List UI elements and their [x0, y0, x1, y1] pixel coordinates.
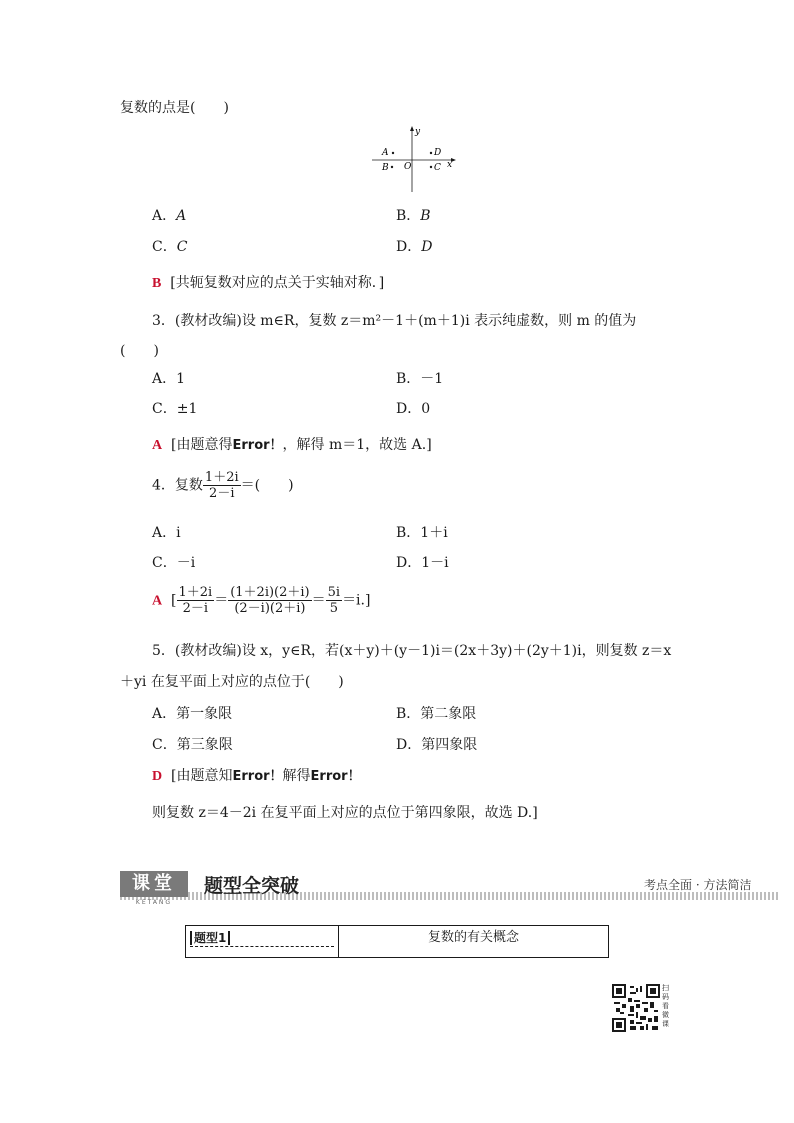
- point-d: [430, 152, 432, 154]
- q4-option-b: B．1＋i: [396, 525, 448, 541]
- q5-option-b: B．第二象限: [396, 706, 477, 722]
- point-a-label: A: [382, 148, 389, 158]
- point-c-label: C: [434, 163, 441, 173]
- question-type-label-cell: [186, 926, 339, 957]
- y-axis-label: y: [415, 127, 421, 137]
- answer-letter: A: [152, 593, 163, 609]
- question-stem: 复数的点是( ): [120, 100, 229, 116]
- option-a: A．A: [152, 208, 187, 224]
- qr-code-icon[interactable]: [612, 984, 660, 1032]
- origin-label: O: [404, 162, 412, 172]
- q3-option-b: B．－1: [396, 371, 444, 387]
- answer-letter: B: [152, 276, 162, 291]
- question-3-paren: ( ): [120, 343, 159, 359]
- q5-explanation-cont: 则复数 z＝4－2i 在复平面上对应的点位于第四象限，故选 D.]: [152, 805, 538, 821]
- question-5-stem: 5．(教材改编)设 x，y∈R，若(x＋y)＋(y－1)i＝(2x＋3y)＋(2y＋1)i，则复数 z＝x: [152, 643, 672, 659]
- point-b-label: B: [382, 163, 389, 173]
- question-type-box: [185, 925, 609, 958]
- option-b: B．B: [396, 208, 431, 224]
- q4-option-d: D．1－i: [396, 555, 449, 571]
- q3-option-a: A．1: [152, 371, 186, 387]
- question-4-stem: 4．复数 $\frac{1+2i}{2-i}$ ＝( ): [152, 470, 294, 501]
- section-title: 题型全突破: [204, 875, 300, 897]
- answer-explanation: B [共轭复数对应的点关于实轴对称．]: [152, 275, 385, 291]
- q4-answer-explanation: A [ $\frac{1+2i}{2-i}$ ＝ $\frac{(1+2i)(2+i)}{(2-i)(2+i)}$ ＝ $\frac{5i}{5}$ ＝i.]: [152, 585, 371, 616]
- q4-option-a: A．i: [152, 525, 181, 541]
- answer-letter: D: [152, 769, 163, 784]
- complex-plane-figure: [370, 124, 460, 194]
- q5-option-c: C．第三象限: [152, 737, 233, 753]
- section-slogan: 考点全面 · 方法简洁: [644, 878, 752, 892]
- option-c: C．C: [152, 239, 188, 255]
- x-axis-label: x: [447, 160, 453, 170]
- q5-option-d: D．第四象限: [396, 737, 478, 753]
- option-d: D．D: [396, 239, 433, 255]
- section-tag-pinyin: KETANG: [135, 899, 173, 906]
- q5-option-a: A．第一象限: [152, 706, 233, 722]
- question-type-title: 复数的有关概念: [427, 930, 519, 945]
- q3-option-d: D．0: [396, 401, 431, 417]
- q5-answer-explanation: D [由题意知Error！解得Error！: [152, 768, 361, 784]
- question-3-stem: 3．(教材改编)设 m∈R，复数 z＝m²－1＋(m＋1)i 表示纯虚数，则 m 的值为: [152, 313, 637, 329]
- point-d-label: D: [434, 148, 442, 158]
- point-c: [430, 166, 432, 168]
- q3-answer-explanation: A [由题意得Error！，解得 m＝1，故选 A.]: [152, 437, 432, 453]
- question-type-label: 题型1: [190, 931, 230, 945]
- point-b: [391, 166, 393, 168]
- section-tag: 课堂: [120, 871, 188, 897]
- qr-caption: 扫码看微课: [662, 984, 669, 1028]
- q4-option-c: C．－i: [152, 555, 196, 571]
- question-5-stem-cont: ＋yi 在复平面上对应的点位于( ): [120, 674, 344, 690]
- answer-letter: A: [152, 438, 163, 453]
- q3-option-c: C．±1: [152, 401, 198, 417]
- point-a: [392, 152, 394, 154]
